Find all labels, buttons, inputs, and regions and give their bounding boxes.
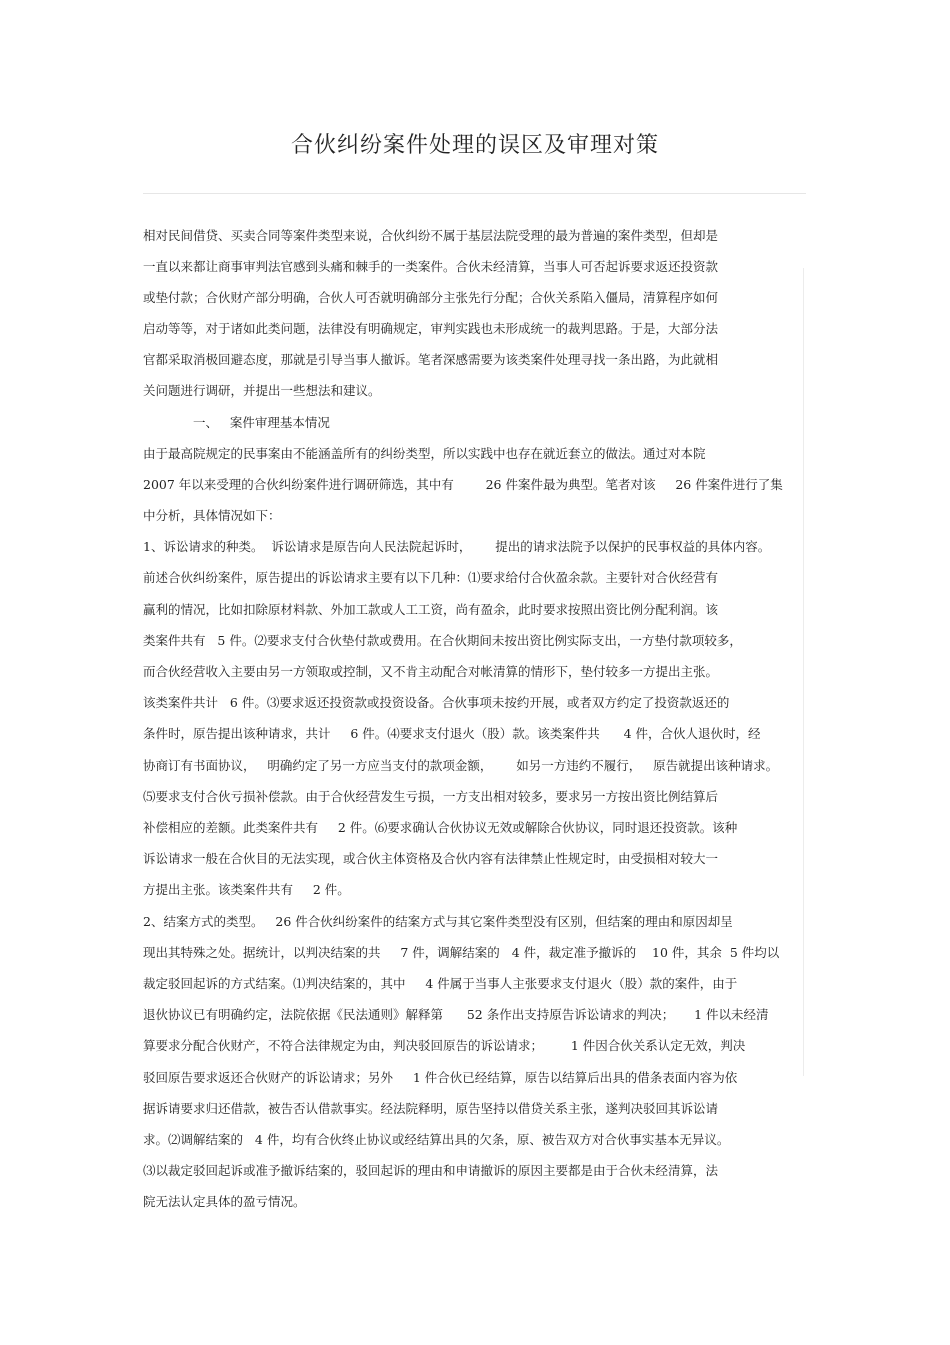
document-title: 合伙纠纷案件处理的误区及审理对策 <box>290 133 659 158</box>
title-divider <box>143 193 806 194</box>
body-line: 2、结案方式的类型。 26 件合伙纠纷案件的结案方式与其它案件类型没有区别，但结案的理由和原因却呈 <box>143 914 733 929</box>
body-line: 中分析，具体情况如下： <box>143 508 281 523</box>
body-line: 据诉请要求归还借款，被告否认借款事实。经法院释明，原告坚持以借贷关系主张，遂判决驳回其诉讼请 <box>143 1101 719 1116</box>
body-line: 退伙协议已有明确约定，法院依据《民法通则》解释第 52 条作出支持原告诉讼请求的判决； 1 件以未经清 <box>143 1007 769 1022</box>
body-line: 算要求分配合伙财产，不符合法律规定为由，判决驳回原告的诉讼请求； 1 件因合伙关系认定无效，判决 <box>143 1038 746 1053</box>
body-line: 而合伙经营收入主要由另一方领取或控制，又不肯主动配合对帐清算的情形下，垫付较多一方提出主张。 <box>143 664 719 679</box>
body-line: 求。⑵调解结案的 4 件，均有合伙终止协议或经结算出具的欠条，原、被告双方对合伙事实基本无异议。 <box>143 1132 730 1147</box>
body-line: 裁定驳回起诉的方式结案。⑴判决结案的，其中 4 件属于当事人主张要求支付退火（股）款的案件，由于 <box>143 976 738 991</box>
body-line: 院无法认定具体的盈亏情况。 <box>143 1194 306 1209</box>
body-line: 补偿相应的差额。此类案件共有 2 件。⑹要求确认合伙协议无效或解除合伙协议，同时退还投资款。该种 <box>143 820 738 835</box>
section-heading: 一、 案件审理基本情况 <box>193 415 330 430</box>
body-line: 1、诉讼请求的种类。 诉讼请求是原告向人民法院起诉时， 提出的请求法院予以保护的民事权益的具体内容。 <box>143 539 771 554</box>
body-line: 一直以来都让商事审判法官感到头痛和棘手的一类案件。合伙未经清算，当事人可否起诉要求返还投资款 <box>143 259 719 274</box>
body-line: 方提出主张。该类案件共有 2 件。 <box>143 882 350 897</box>
body-line: 相对民间借贷、买卖合同等案件类型来说，合伙纠纷不属于基层法院受理的最为普遍的案件类型，但却是 <box>143 228 719 243</box>
body-line: 该类案件共计 6 件。⑶要求返还投资款或投资设备。合伙事项未按约开展，或者双方约定了投资款返还的 <box>143 695 730 710</box>
body-line: 前述合伙纠纷案件，原告提出的诉讼请求主要有以下几种：⑴要求给付合伙盈余款。主要针对合伙经营有 <box>143 570 719 585</box>
body-line: 现出其特殊之处。据统计，以判决结案的共 7 件，调解结案的 4 件，裁定准予撤诉的 10 件，其余 5 件均以 <box>143 945 780 960</box>
body-line: 条件时，原告提出该种请求，共计 6 件。⑷要求支付退火（股）款。该类案件共 4 件，合伙人退伙时，经 <box>143 726 761 741</box>
body-line: 启动等等，对于诸如此类问题，法律没有明确规定，审判实践也未形成统一的裁判思路。于是，大部分法 <box>143 321 719 336</box>
body-line: 关问题进行调研，并提出一些想法和建议。 <box>143 383 381 398</box>
body-line: 协商订有书面协议， 明确约定了另一方应当支付的款项金额， 如另一方违约不履行， 原告就提出该种请求。 <box>143 758 779 773</box>
body-line: 赢利的情况，比如扣除原材料款、外加工款或人工工资，尚有盈余，此时要求按照出资比例分配利润。该 <box>143 602 719 617</box>
body-line: 由于最高院规定的民事案由不能涵盖所有的纠纷类型，所以实践中也存在就近套立的做法。通过对本院 <box>143 446 706 461</box>
body-line: 诉讼请求一般在合伙目的无法实现，或合伙主体资格及合伙内容有法律禁止性规定时，由受损相对较大一 <box>143 851 719 866</box>
body-line: ⑶以裁定驳回起诉或准予撤诉结案的，驳回起诉的理由和申请撤诉的原因主要都是由于合伙未经清算，法 <box>143 1163 719 1178</box>
body-line: 官都采取消极回避态度，那就是引导当事人撤诉。笔者深感需要为该类案件处理寻找一条出路，为此就相 <box>143 352 719 367</box>
body-line: 2007 年以来受理的合伙纠纷案件进行调研筛选，其中有 26 件案件最为典型。笔者对该 26 件案件进行了集 <box>143 477 783 492</box>
body-line: 类案件共有 5 件。⑵要求支付合伙垫付款或费用。在合伙期间未按出资比例实际支出，一方垫付款项较多， <box>143 633 742 648</box>
body-line: 或垫付款；合伙财产部分明确，合伙人可否就明确部分主张先行分配；合伙关系陷入僵局，清算程序如何 <box>143 290 719 305</box>
body-line: 驳回原告要求返还合伙财产的诉讼请求；另外 1 件合伙已经结算，原告以结算后出具的借条表面内容为依 <box>143 1070 738 1085</box>
body-line: ⑸要求支付合伙亏损补偿款。由于合伙经营发生亏损，一方支出相对较多，要求另一方按出资比例结算后 <box>143 789 719 804</box>
